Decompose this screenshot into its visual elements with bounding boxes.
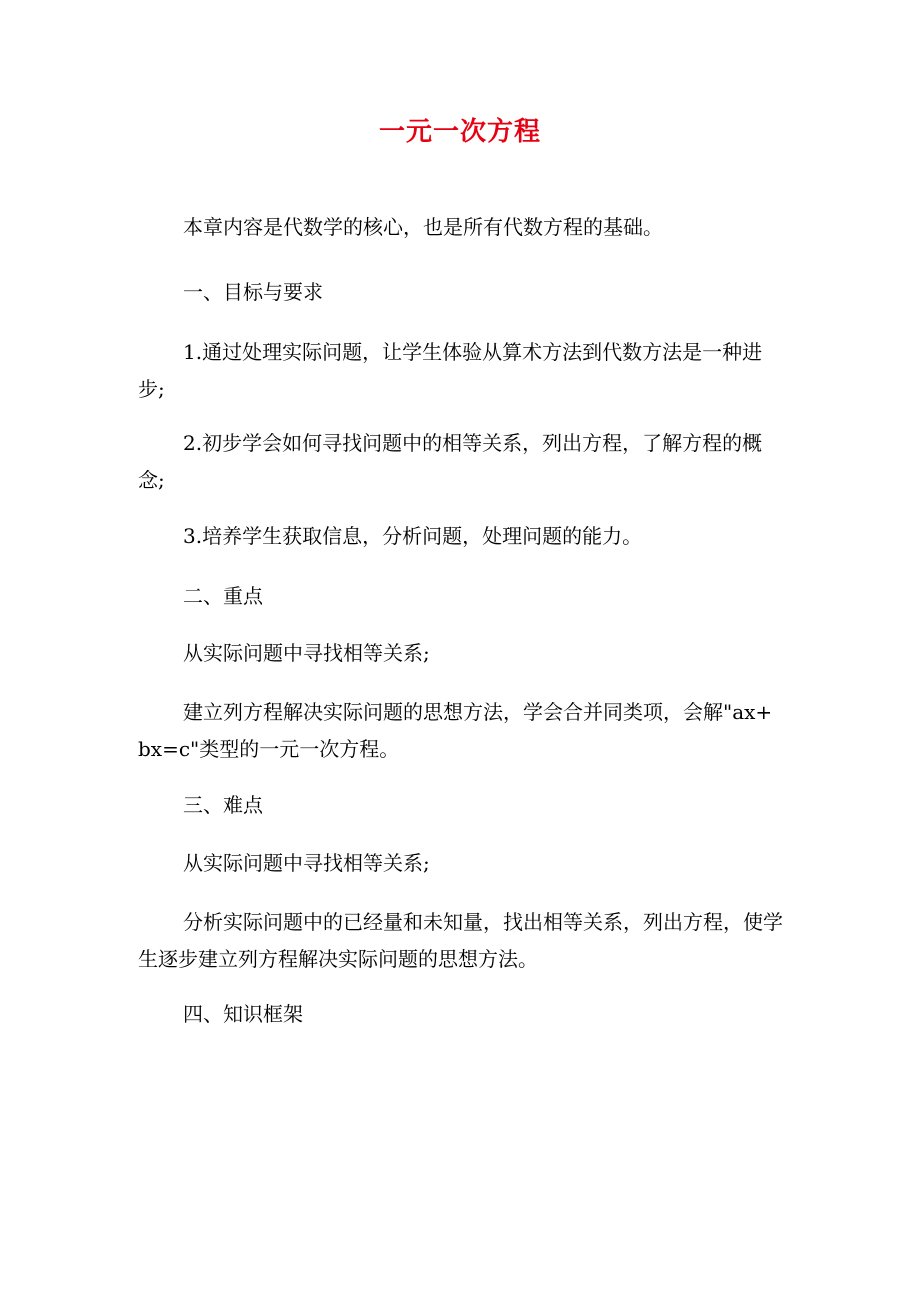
section-heading-goals: 一、目标与要求 <box>183 280 323 304</box>
goal-item-1: 1.通过处理实际问题，让学生体验从算术方法到代数方法是一种进步; <box>138 340 763 401</box>
section-heading-key-points: 二、重点 <box>183 584 263 608</box>
key-point-2: 建立列方程解决实际问题的思想方法，学会合并同类项，会解"ax+bx=c"类型的一元一次方程。 <box>138 700 773 761</box>
goal-item-3: 3.培养学生获取信息，分析问题，处理问题的能力。 <box>183 524 643 548</box>
document-title: 一元一次方程 <box>378 117 541 147</box>
key-point-1: 从实际问题中寻找相等关系; <box>183 641 430 665</box>
goal-item-2: 2.初步学会如何寻找问题中的相等关系，列出方程，了解方程的概念; <box>138 431 763 492</box>
section-heading-difficulties: 三、难点 <box>183 793 263 817</box>
difficulty-1: 从实际问题中寻找相等关系; <box>183 851 430 875</box>
intro-paragraph: 本章内容是代数学的核心，也是所有代数方程的基础。 <box>183 215 663 239</box>
difficulty-2: 分析实际问题中的已经量和未知量，找出相等关系，列出方程，使学生逐步建立列方程解决实际问题的思想方法。 <box>138 910 783 971</box>
section-heading-knowledge-framework: 四、知识框架 <box>183 1002 303 1026</box>
